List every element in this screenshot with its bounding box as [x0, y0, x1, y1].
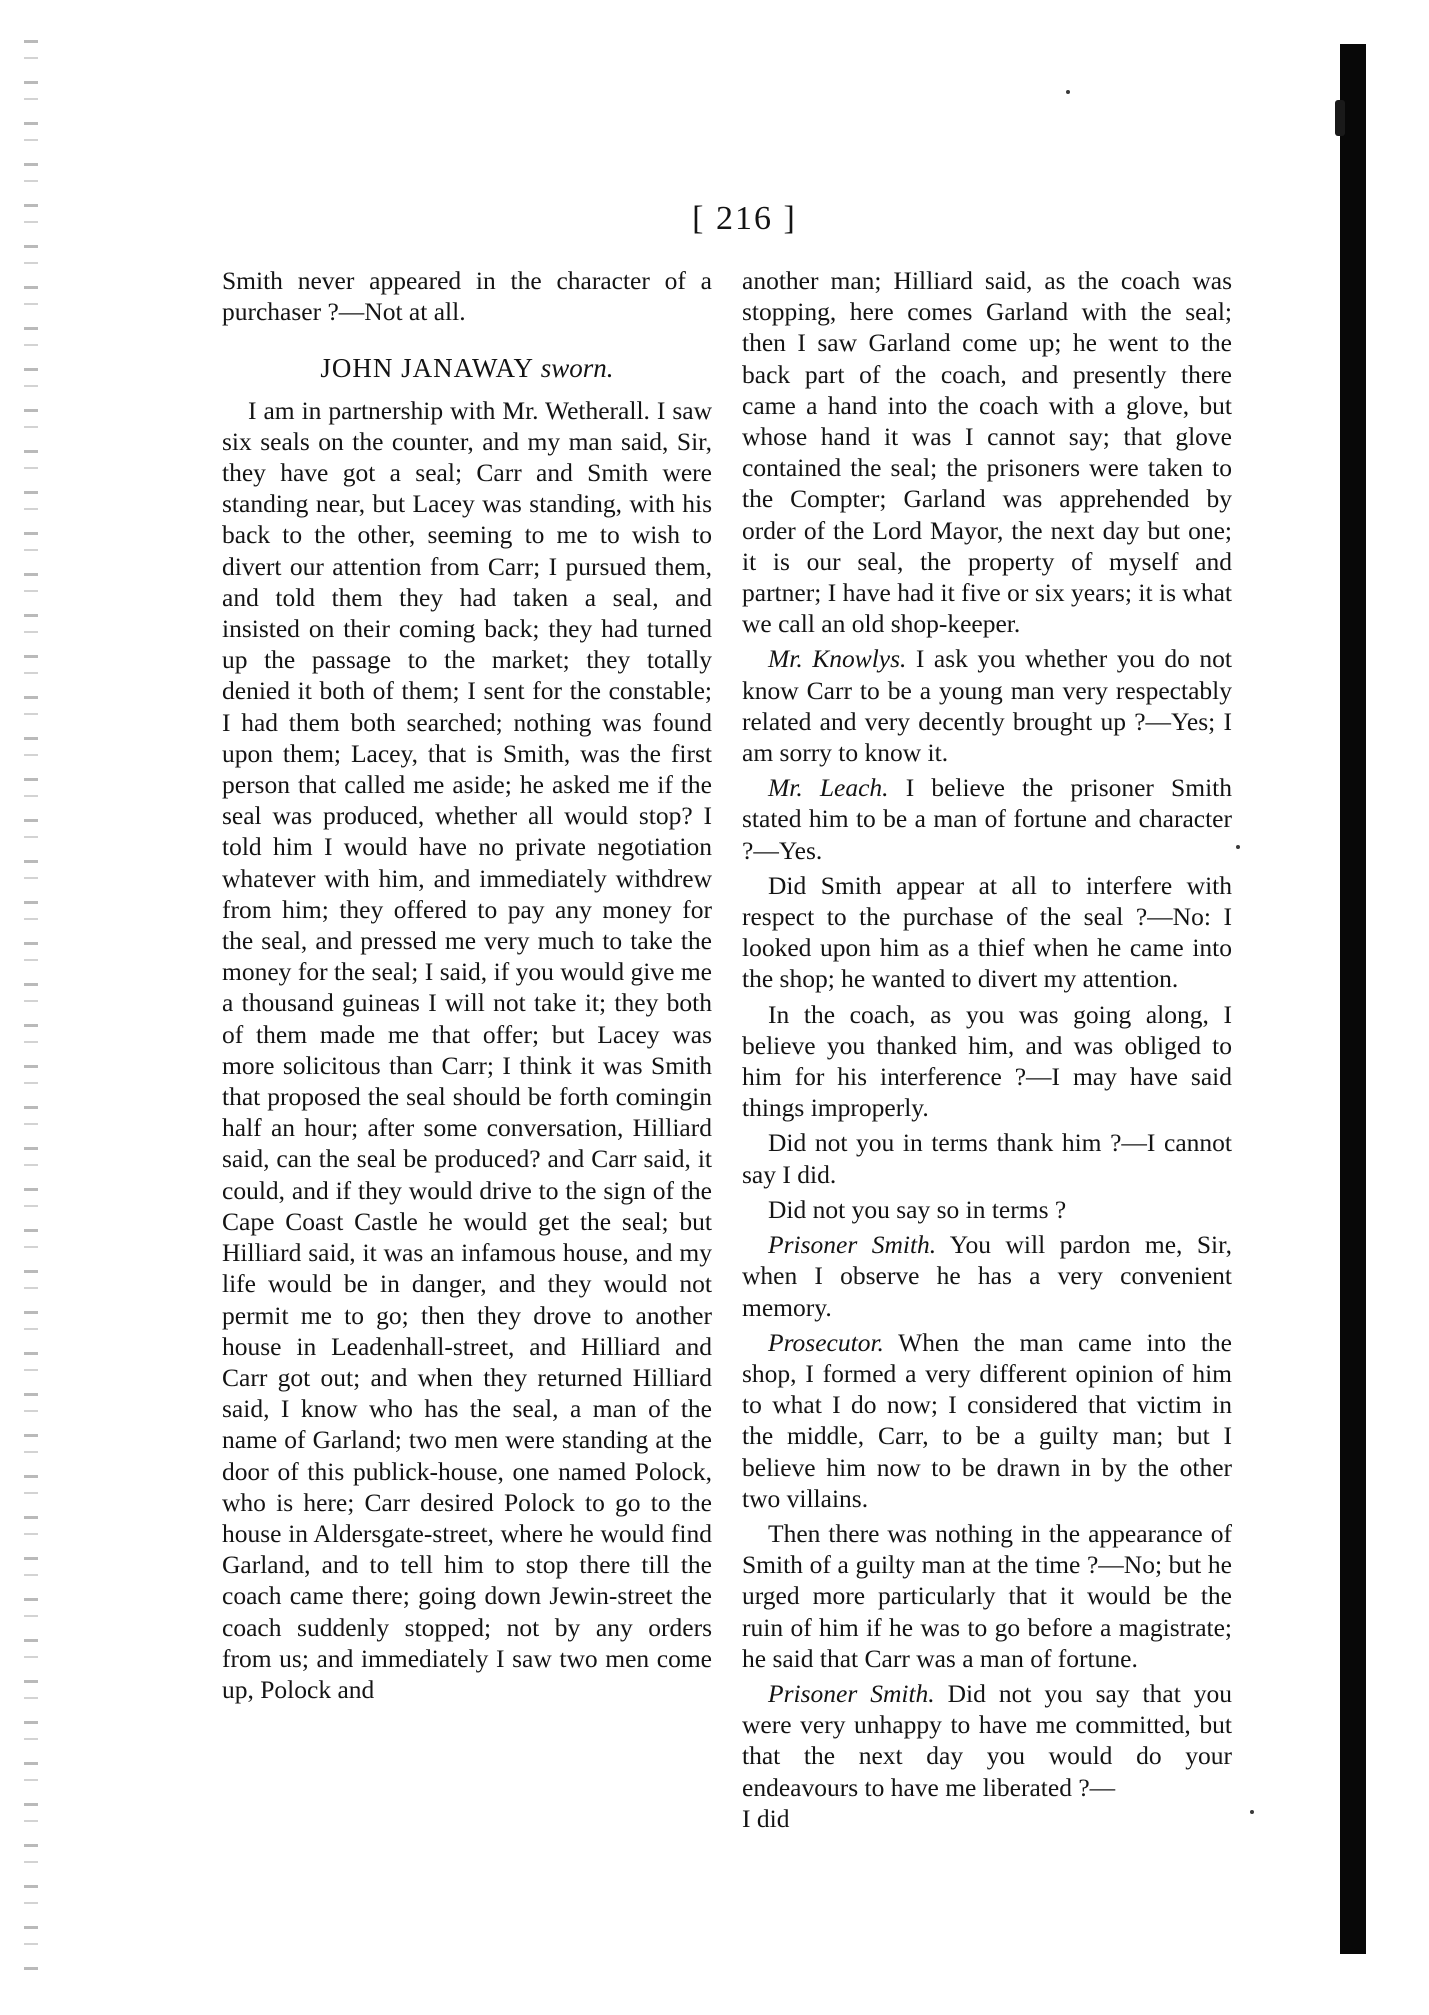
catchword: I did [742, 1803, 790, 1833]
scan-left-edge [24, 40, 38, 1980]
exchange-paragraph [742, 1127, 1232, 1189]
exchange-text: Did not you in terms thank him ?—I cannot say I did. [742, 1128, 1232, 1189]
speaker-label: Prisoner Smith. [768, 1678, 935, 1708]
exchange-paragraph [742, 999, 1232, 1124]
exchange-text: Did not you say that you were very unhappy to have me committed, but that the next day you would do your endeavours to have me liberated ?— [742, 1678, 1232, 1802]
testimony-continuation: another man; Hilliard said, as the coach was stopping, here comes Garland with the seal; then I saw Garland come up; he went to the back part of the coach, and presently there came a hand into the coach with a glove, but whose hand it was I cannot say; that glove contained the seal; the prisoners were taken to the Compter; Garland was apprehended by order of the Lord Mayor, the next day but one; it is our seal, the property of myself and partner; I have had it five or six years; it is what we call an old shop-keeper. [742, 266, 1232, 639]
speaker-label: Prisoner Smith. [768, 1230, 937, 1260]
sworn-label: sworn. [540, 353, 614, 384]
scan-spine-notch [1335, 100, 1345, 136]
exchange-text: I ask you whether you do not know Carr to be a young man very respectably related and very decently brought up ?—Yes; I am sorry to know it. [742, 644, 1232, 768]
page-number: [ 216 ] [692, 200, 797, 237]
exchange-text: When the man came into the shop, I formed a very different opinion of him to what I do now; I considered that victim in the middle, Carr, to be a guilty man; but I believe him now to be drawn in by the other two villains. [742, 1327, 1232, 1513]
exchange-paragraph [742, 1327, 1232, 1514]
witness-heading [222, 353, 712, 384]
right-column [742, 265, 1232, 1834]
exchange-text: You will pardon me, Sir, when I observe he has a very convenient memory. [742, 1230, 1232, 1322]
scan-speck [1236, 845, 1240, 849]
speaker-label: Mr. Leach. [768, 773, 889, 803]
exchange-text: I believe the prisoner Smith stated him to be a man of fortune and character ?—Yes. [742, 773, 1232, 865]
exchange-paragraph [742, 643, 1232, 768]
scan-spine-shadow [1340, 44, 1366, 1954]
left-column [222, 265, 712, 1705]
scan-speck [1250, 1810, 1254, 1814]
scan-speck [1066, 90, 1070, 94]
exchange-paragraph [742, 1229, 1232, 1323]
exchange-text: In the coach, as you was going along, I believe you thanked him, and was obliged to him for his interference ?—I may have said things improperly. [742, 999, 1232, 1123]
exchange-text: Did Smith appear at all to interfere with respect to the purchase of the seal ?—No: I looked upon him as a thief when he came into the shop; he wanted to divert my attention. [742, 870, 1232, 994]
exchange-text: Did not you say so in terms ? [768, 1194, 1067, 1224]
witness-testimony: I am in partnership with Mr. Wetherall. I saw six seals on the counter, and my man said, Sir, they have got a seal; Carr and Smith were standing near, but Lacey was standing, with his back to the other, seeming to me to wish to divert our attention from Carr; I pursued them, and told them they had taken a seal, and insisted on their coming back; they had turned up the passage to the market; they totally denied it both of them; I sent for the constable; I had them both searched; nothing was found upon them; Lacey, that is Smith, was the first person that called me aside; he asked me if the seal was produced, whether all would stop? I told him I would have no private negotiation whatever with him, and immediately withdrew from him; they offered to pay any money for the seal, and pressed me very much to take the money for the seal; I said, if you would give me a thousand guineas I will not take it; they both of them made me that offer; but Lacey was more solicitous than Carr; I think it was Smith that proposed the seal should be forth comingin half an hour; after some conversation, Hilliard said, can the seal be produced? and Carr said, it could, and if they would drive to the sign of the Cape Coast Castle he would get the seal; but Hilliard said, it was an infamous house, and my life would be in danger, and they would not permit me to go; then they drove to another house in Leadenhall-street, and Hilliard and Carr got out; and when they returned Hilliard said, I know who has the seal, a man of the name of Garland; two men were standing at the door of this publick-house, one named Polock, who is here; Carr desired Polock to go to the house in Aldersgate-street, where he would find Garland, and to tell him to stop there till the coach came there; going down Jewin-street the coach suddenly stopped; not by any orders from us; and immediately I saw two men come up, Polock and [222, 395, 712, 1704]
exchange-paragraph [742, 1678, 1232, 1803]
exchange-paragraph [742, 1518, 1232, 1674]
exchange-text: Then there was nothing in the appearance of Smith of a guilty man at the time ?—No; but he urged more particularly that it would be the ruin of him if he was to go before a magistrate; he said that Carr was a man of fortune. [742, 1518, 1232, 1673]
exchange-paragraph [742, 772, 1232, 866]
exchange-paragraph [742, 1194, 1232, 1225]
speaker-label: Prosecutor. [768, 1327, 884, 1357]
exchange-paragraph [742, 870, 1232, 995]
opening-answer: Smith never appeared in the character of a purchaser ?—Not at all. [222, 266, 712, 327]
witness-name: JOHN JANAWAY [320, 353, 534, 384]
speaker-label: Mr. Knowlys. [768, 644, 907, 674]
